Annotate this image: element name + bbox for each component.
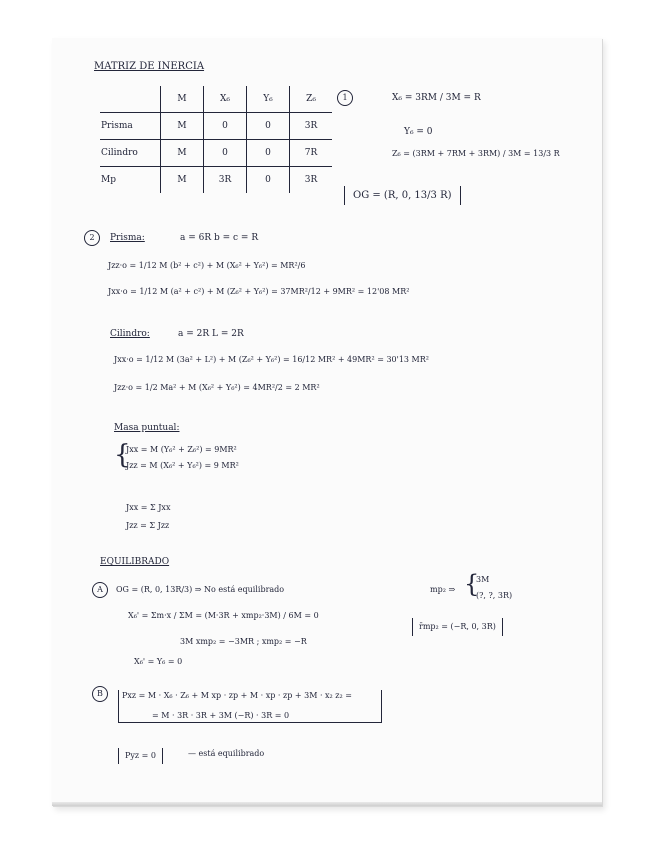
cilindro-label: Cilindro: xyxy=(110,329,150,339)
prisma-dimensions: a = 6R b = c = R xyxy=(180,233,259,243)
table-cell: 0 xyxy=(204,140,247,167)
table-header-row xyxy=(100,86,332,113)
cilindro-ixx: Jxx·o = 1/12 M (3a² + L²) + M (Z₆² + Y₆²) = 16/12 MR² + 49MR² = 30'13 MR² xyxy=(114,355,429,364)
og-result: OG = (R, 0, 13/3 R) xyxy=(353,190,452,201)
brace-icon: { xyxy=(114,440,131,470)
inertia-table xyxy=(100,86,332,193)
table-cell: 7R xyxy=(290,140,333,167)
table-cell: 0 xyxy=(204,113,247,140)
zg-equation: Z₆ = (3RM + 7RM + 3RM) / 3M = 13/3 R xyxy=(392,149,560,158)
yg-equation: Y₆ = 0 xyxy=(404,127,433,137)
x-solve: 3M xmp₂ = −3MR ; xmp₂ = −R xyxy=(180,637,307,646)
table-cell: 0 xyxy=(247,167,290,194)
masa-ixx: Jxx = M (Y₆² + Z₆²) = 9MR² xyxy=(126,445,237,454)
table-header-cell: X₆ xyxy=(204,86,247,113)
equilibrado-title: EQUILIBRADO xyxy=(100,557,170,567)
table-cell: 0 xyxy=(247,113,290,140)
xg-balance-equation: X₆' = Σm·x / ΣM = (M·3R + xmp₂·3M) / 6M = 0 xyxy=(128,611,319,620)
prisma-label: Prisma: xyxy=(110,233,145,243)
table-cell: Cilindro xyxy=(100,140,161,167)
table-cell: Prisma xyxy=(100,113,161,140)
og-result-box xyxy=(344,186,461,205)
sum-izz: Jzz = Σ Jzz xyxy=(126,521,170,530)
mp-mass: 3M xyxy=(476,575,490,584)
pyz-result: Pyz = 0 xyxy=(125,751,156,760)
masa-izz: Jzz = M (X₆² + Y₆²) = 9 MR² xyxy=(126,461,239,470)
table-cell: Mp xyxy=(100,167,161,194)
section-1-number: 1 xyxy=(337,90,353,106)
mp-line: mp₂ ⇒ xyxy=(430,585,456,594)
part-a-marker: A xyxy=(92,582,108,598)
table-cell: M xyxy=(161,113,204,140)
rmp-result-box xyxy=(412,618,503,636)
table-cell: M xyxy=(161,167,204,194)
table-row xyxy=(100,140,332,167)
sum-ixx: Jxx = Σ Jxx xyxy=(126,503,171,512)
yg-balance: X₆' = Y₆ = 0 xyxy=(134,657,183,666)
rmp-result: r̄mp₂ = (−R, 0, 3R) xyxy=(419,622,496,631)
table-cell: 0 xyxy=(247,140,290,167)
table-header-cell: Y₆ xyxy=(247,86,290,113)
final-conclusion: — está equilibrado xyxy=(188,749,265,758)
document-page xyxy=(52,38,602,806)
prisma-izz: Jzz·o = 1/12 M (b² + c²) + M (X₆² + Y₆²) = MR²/6 xyxy=(108,261,306,270)
table-cell: 3R xyxy=(204,167,247,194)
og-check-line: OG = (R, 0, 13R/3) ⇒ No está equilibrado xyxy=(116,585,285,594)
xg-equation: X₆ = 3RM / 3M = R xyxy=(392,93,481,103)
pxz-line-2: = M · 3R · 3R + 3M (−R) · 3R = 0 xyxy=(152,711,290,720)
table-row xyxy=(100,113,332,140)
pxz-line-1: Pxz = M · X₆ · Z₆ + M xp · zp + M · xp · zp + 3M · x₂ z₂ = xyxy=(122,691,352,700)
section-2-number: 2 xyxy=(84,230,100,246)
brace-icon: { xyxy=(464,570,480,598)
table-cell: M xyxy=(161,140,204,167)
document-title: MATRIZ DE INERCIA xyxy=(94,61,205,72)
pyz-box xyxy=(118,748,163,764)
prisma-ixx: Jxx·o = 1/12 M (a² + c²) + M (Z₆² + Y₆²) = 37MR²/12 + 9MR² = 12'08 MR² xyxy=(108,287,410,296)
masa-puntual-label: Masa puntual: xyxy=(114,423,180,433)
cilindro-dimensions: a = 2R L = 2R xyxy=(178,329,244,339)
table-header-cell: M xyxy=(161,86,204,113)
table-cell: 3R xyxy=(290,113,333,140)
cilindro-izz: Jzz·o = 1/2 Ma² + M (X₆² + Y₆²) = 4MR²/2 = 2 MR² xyxy=(114,383,320,392)
table-header-cell xyxy=(100,86,161,113)
table-row xyxy=(100,167,332,194)
mp-position: (?, ?, 3R) xyxy=(476,591,513,600)
part-b-marker: B xyxy=(92,686,108,702)
table-header-cell: Z₆ xyxy=(290,86,333,113)
table-cell: 3R xyxy=(290,167,333,194)
